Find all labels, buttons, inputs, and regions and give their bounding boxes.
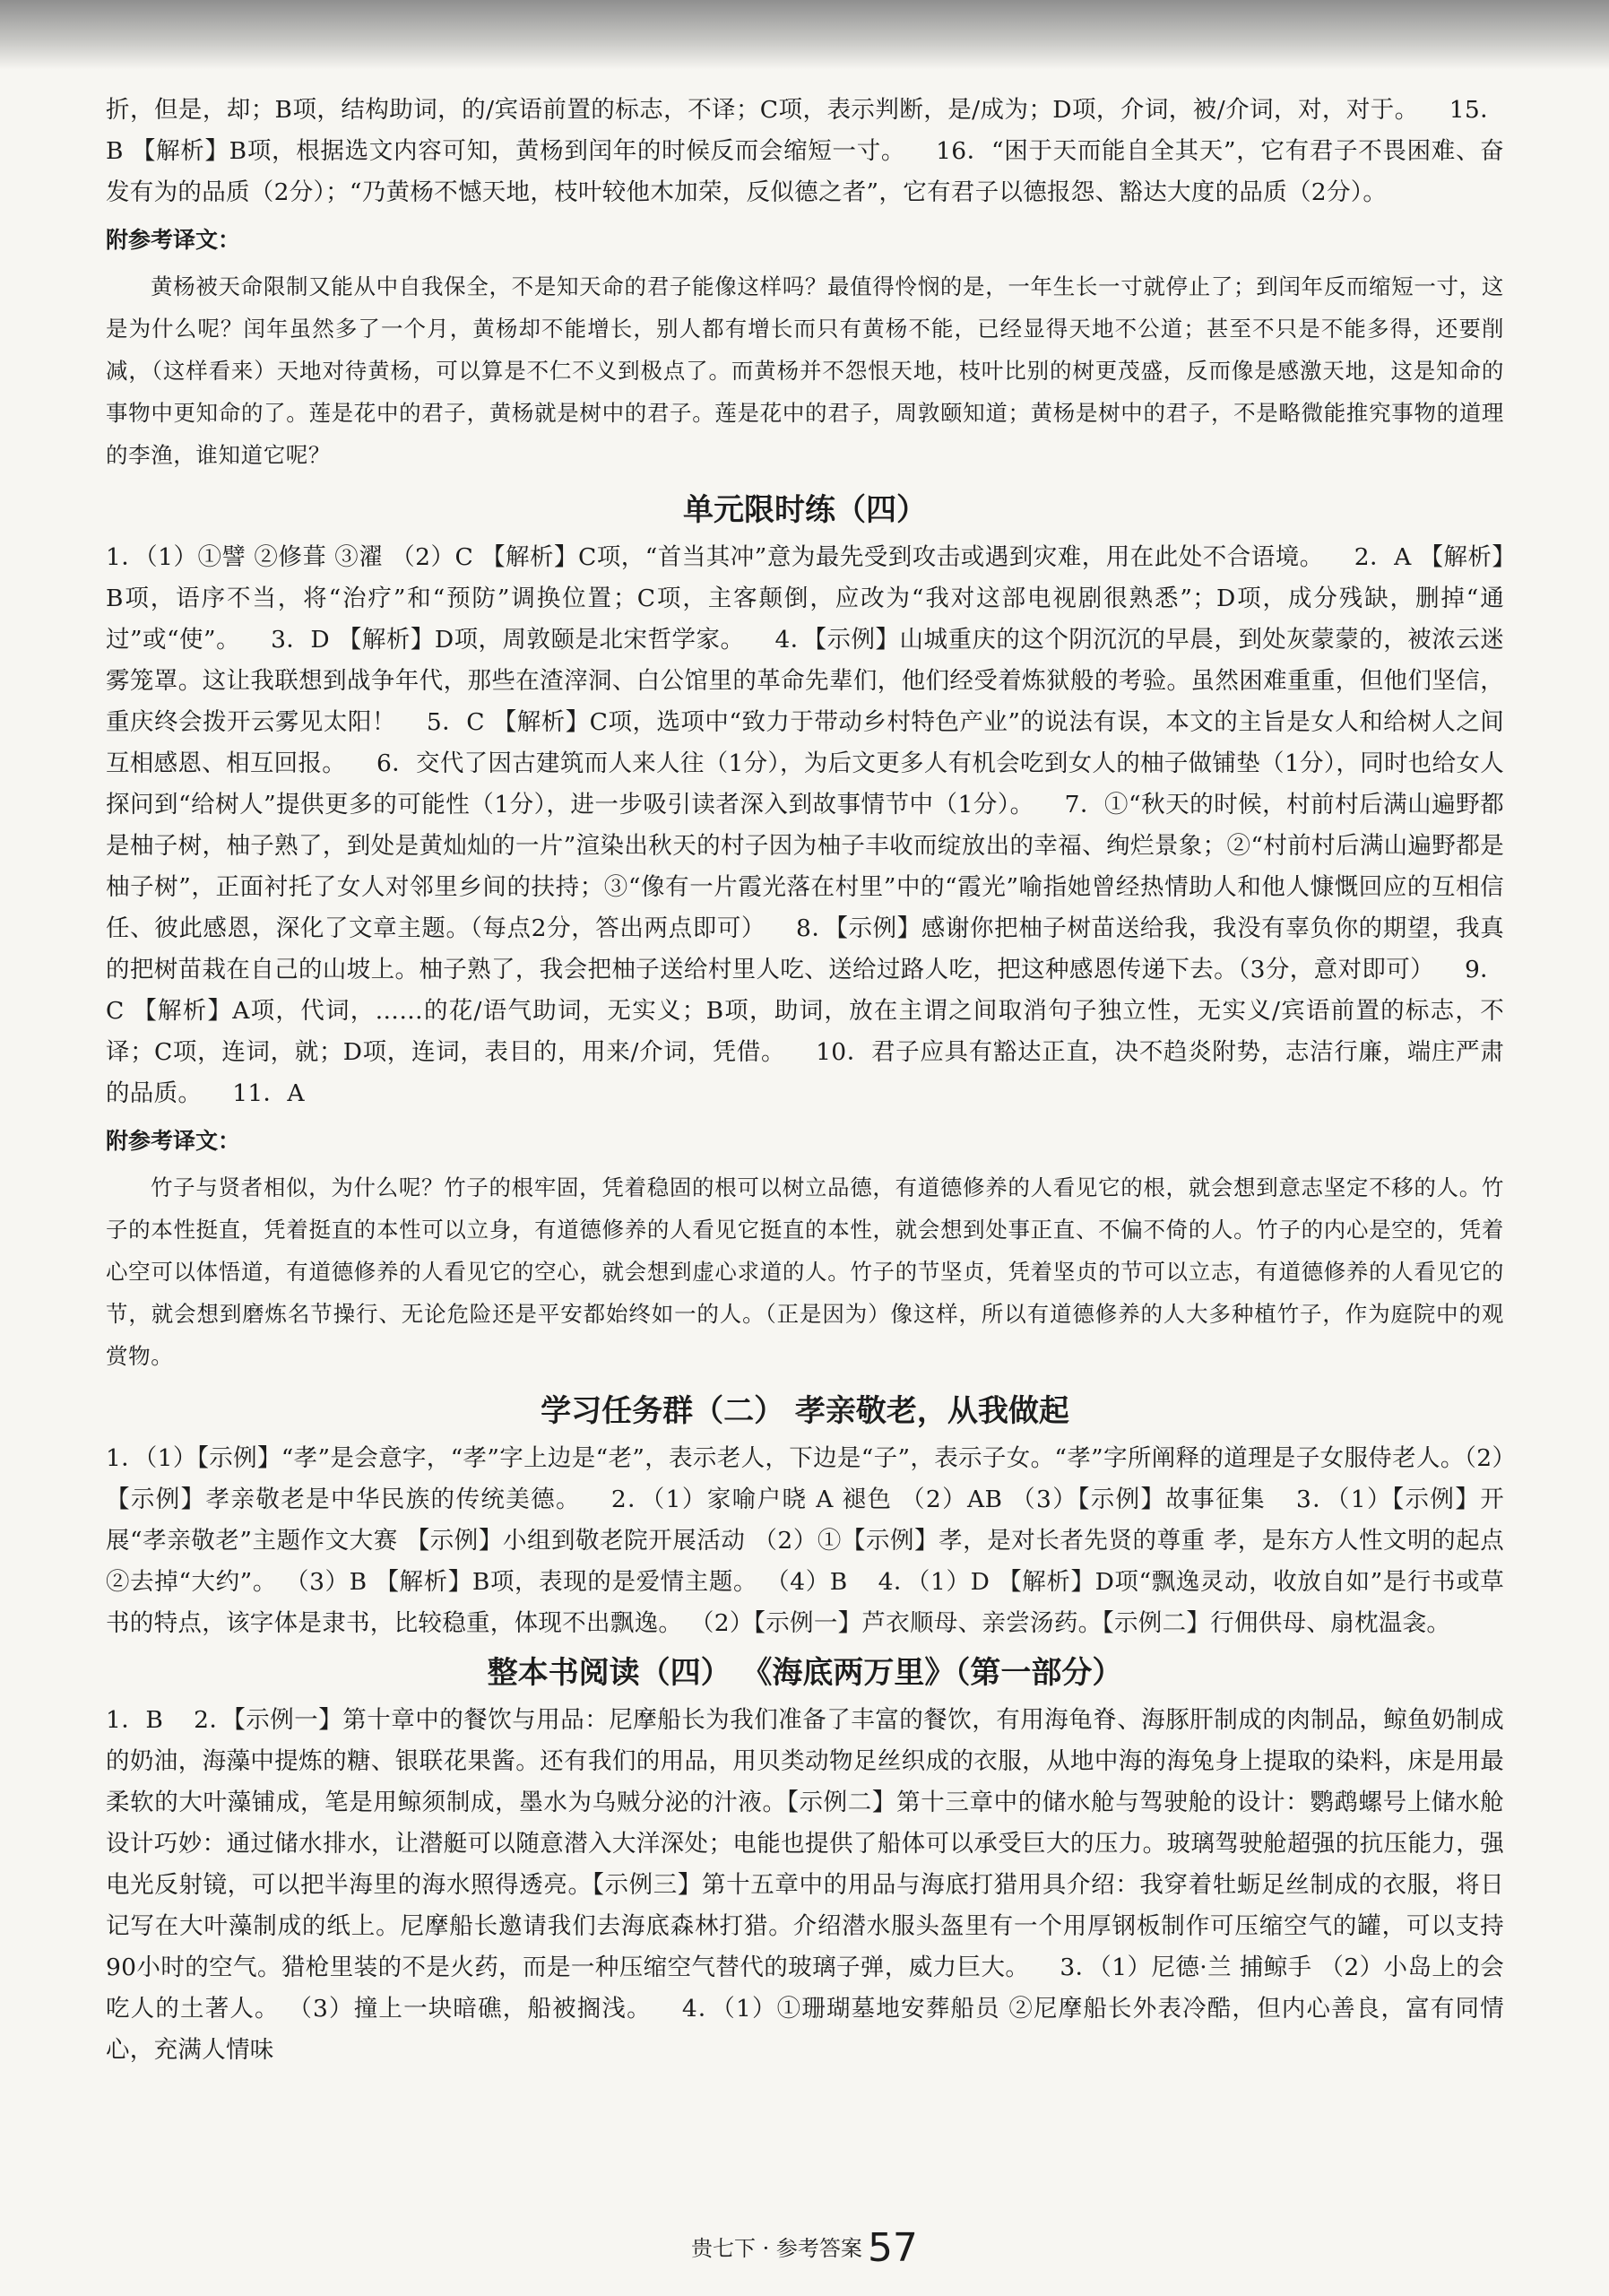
answer-text: 4．（1）D 【解析】D项“飘逸灵动，收放自如”是行书或草书的特点，该字体是隶书，比较稳重，体现不出飘逸。 （2）【示例一】芦衣顺母、亲尝汤药。【示例二】行佣供母、扇枕温衾。	[106, 1568, 1504, 1637]
answer-text: 10．君子应具有豁达正直，决不趋炎附势，志洁行廉，端庄严肃的品质。	[106, 1038, 1505, 1107]
answer-text: 8．【示例】感谢你把柚子树苗送给我，我没有辜负你的期望，我真的把树苗栽在自己的山坡上。柚子熟了，我会把柚子送给村里人吃、送给过路人吃，把这种感恩传递下去。（3分，意对即可）	[106, 914, 1504, 983]
answer-text: 6．交代了因古建筑而人来人往（1分），为后文更多人有机会吃到女人的柚子做铺垫（1分），同时也给女人探问到“给树人”提供更多的可能性（1分），进一步吸引读者深入到故事情节中（1分）。	[106, 749, 1505, 819]
answer-block-1	[106, 90, 1504, 213]
answer-block-3	[106, 1438, 1504, 1644]
page-footer	[0, 2222, 1609, 2275]
answer-text: 9．C 【解析】A项，代词，……的花/语气助词，无实义；B项，助词，放在主谓之间取消句子独立性，无实义/宾语前置的标志，不译；C项，连词，就；D项，连词，表目的，用来/介词，凭借。	[106, 956, 1504, 1066]
section-title: 学习任务群（二） 孝亲敬老，从我做起	[541, 1393, 1069, 1429]
answer-text: 4．【示例】山城重庆的这个阴沉沉的早晨，到处灰蒙蒙的，被浓云迷雾笼罩。这让我联想到战争年代，那些在渣滓洞、白公馆里的革命先辈们，他们经受着炼狱般的考验。虽然困难重重，但他们坚信，重庆终会拨开云雾见太阳！	[106, 626, 1505, 736]
page-number: 57	[867, 2225, 918, 2271]
answer-text: 15．B 【解析】B项，根据选文内容可知，黄杨到闰年的时候反而会缩短一寸。	[106, 96, 1504, 165]
answer-text: 7．①“秋天的时候，村前村后满山遍野都是柚子树，柚子熟了，到处是黄灿灿的一片”渲染出秋天的村子因为柚子丰收而绽放出的幸福、绚烂景象；②“村前村后满山遍野都是柚子树”，正面衬托了女人对邻里乡间的扶持；③“像有一片霞光落在村里”中的“霞光”喻指她曾经热情助人和他人慷慨回应的互相信任、彼此感恩，深化了文章主题。（每点2分，答出两点即可）	[106, 791, 1504, 942]
answer-text: 1．（1）①譬 ②修葺 ③濯 （2）C 【解析】C项，“首当其冲”意为最先受到攻击或遇到灾难，用在此处不合语境。	[106, 543, 1324, 571]
reference-translation: 竹子与贤者相似，为什么呢？竹子的根牢固，凭着稳固的根可以树立品德，有道德修养的人看见它的根，就会想到意志坚定不移的人。竹子的本性挺直，凭着挺直的本性可以立身，有道德修养的人看见它挺直的本性，就会想到处事正直、不偏不倚的人。竹子的内心是空的，凭着心空可以体悟道，有道德修养的人看见它的空心，就会想到虚心求道的人。竹子的节坚贞，凭着坚贞的节可以立志，有道德修养的人看见它的节，就会想到磨炼名节操行、无论危险还是平安都始终如一的人。（正是因为）像这样，所以有道德修养的人大多种植竹子，作为庭院中的观赏物。	[106, 1174, 1504, 1369]
scan-shadow	[0, 0, 1609, 70]
answer-text: 2．A 【解析】B项，语序不当，将“治疗”和“预防”调换位置；C项，主客颠倒，应改为“我对这部电视剧很熟悉”；D项，成分残缺，删掉“通过”或“使”。	[106, 543, 1504, 654]
section-title: 单元限时练（四）	[683, 492, 927, 528]
answer-text: 2．（1）家喻户晓 A 褪色 （2）AB （3）【示例】故事征集	[610, 1486, 1266, 1513]
section-title: 整本书阅读（四） 《海底两万里》（第一部分）	[487, 1655, 1123, 1691]
answer-text: 1．（1）【示例】“孝”是会意字，“孝”字上边是“老”，表示老人，下边是“子”，表示子女。“孝”字所阐释的道理是子女服侍老人。（2）【示例】孝亲敬老是中华民族的传统美德。	[106, 1444, 1504, 1513]
answer-text: 1．B	[106, 1706, 164, 1734]
answer-text: 4．（1）①珊瑚墓地安葬船员 ②尼摩船长外表冷酷，但内心善良，富有同情心，充满人情味	[106, 1995, 1504, 2064]
answer-text: 3．（1）【示例】开展“孝亲敬老”主题作文大赛 【示例】小组到敬老院开展活动 （2）①【示例】孝，是对长者先贤的尊重 孝，是东方人性文明的起点 ②去掉“大约”。 （3）B 【解析】B项，表现的是爱情主题。 （4）B	[106, 1486, 1505, 1596]
reference-translation-label: 附参考译文：	[106, 1128, 241, 1154]
reference-translation: 黄杨被天命限制又能从中自我保全，不是知天命的君子能像这样吗？最值得怜悯的是，一年生长一寸就停止了；到闰年反而缩短一寸，这是为什么呢？闰年虽然多了一个月，黄杨却不能增长，别人都有增长而只有黄杨不能，已经显得天地不公道；甚至不只是不能多得，还要削减，（这样看来）天地对待黄杨，可以算是不仁不义到极点了。而黄杨并不怨恨天地，枝叶比别的树更茂盛，反而像是感激天地，这是知命的事物中更知命的了。莲是花中的君子，黄杨就是树中的君子。莲是花中的君子，周敦颐知道；黄杨是树中的君子，不是略微能推究事物的道理的李渔，谁知道它呢？	[106, 273, 1504, 468]
footer-label: 贵七下 · 参考答案	[691, 2236, 862, 2261]
answer-text: 5．C 【解析】C项，选项中“致力于带动乡村特色产业”的说法有误，本文的主旨是女人和给树人之间互相感恩、相互回报。	[106, 708, 1504, 777]
answer-text: 16．“困于天而能自全其天”，它有君子不畏困难、奋发有为的品质（2分）；“乃黄杨不憾天地，枝叶较他木加荣，反似德之者”，它有君子以德报怨、豁达大度的品质（2分）。	[106, 137, 1504, 206]
reference-translation-label: 附参考译文：	[106, 227, 241, 253]
answer-text: 折，但是，却；B项，结构助词，的/宾语前置的标志，不译；C项，表示判断，是/成为；D项，介词，被/介词，对，对于。	[106, 96, 1419, 124]
answer-block-2	[106, 537, 1504, 1114]
page-content	[106, 90, 1504, 2071]
answer-block-4	[106, 1700, 1504, 2071]
answer-text: 3．D 【解析】D项，周敦颐是北宋哲学家。	[271, 626, 745, 654]
answer-text: 11．A	[232, 1079, 305, 1107]
answer-text: 2．【示例一】第十章中的餐饮与用品：尼摩船长为我们准备了丰富的餐饮，有用海龟脊、海豚肝制成的肉制品，鲸鱼奶制成的奶油，海藻中提炼的糖、银联花果酱。还有我们的用品，用贝类动物足丝织成的衣服，从地中海的海兔身上提取的染料，床是用最柔软的大叶藻铺成，笔是用鲸须制成，墨水为乌贼分泌的汁液。【示例二】第十三章中的储水舱与驾驶舱的设计：鹦鹉螺号上储水舱设计巧妙：通过储水排水，让潜艇可以随意潜入大洋深处；电能也提供了船体可以承受巨大的压力。玻璃驾驶舱超强的抗压能力，强电光反射镜，可以把半海里的海水照得透亮。【示例三】第十五章中的用品与海底打猎用具介绍：我穿着牡蛎足丝制成的衣服，将日记写在大叶藻制成的纸上。尼摩船长邀请我们去海底森林打猎。介绍潜水服头盔里有一个用厚钢板制作可压缩空气的罐，可以支持90小时的空气。猎枪里装的不是火药，而是一种压缩空气替代的玻璃子弹，威力巨大。	[106, 1706, 1505, 1981]
answer-text: 3．（1）尼德·兰 捕鲸手 （2）小岛上的会吃人的土著人。 （3）撞上一块暗礁，船被搁浅。	[106, 1954, 1505, 2023]
